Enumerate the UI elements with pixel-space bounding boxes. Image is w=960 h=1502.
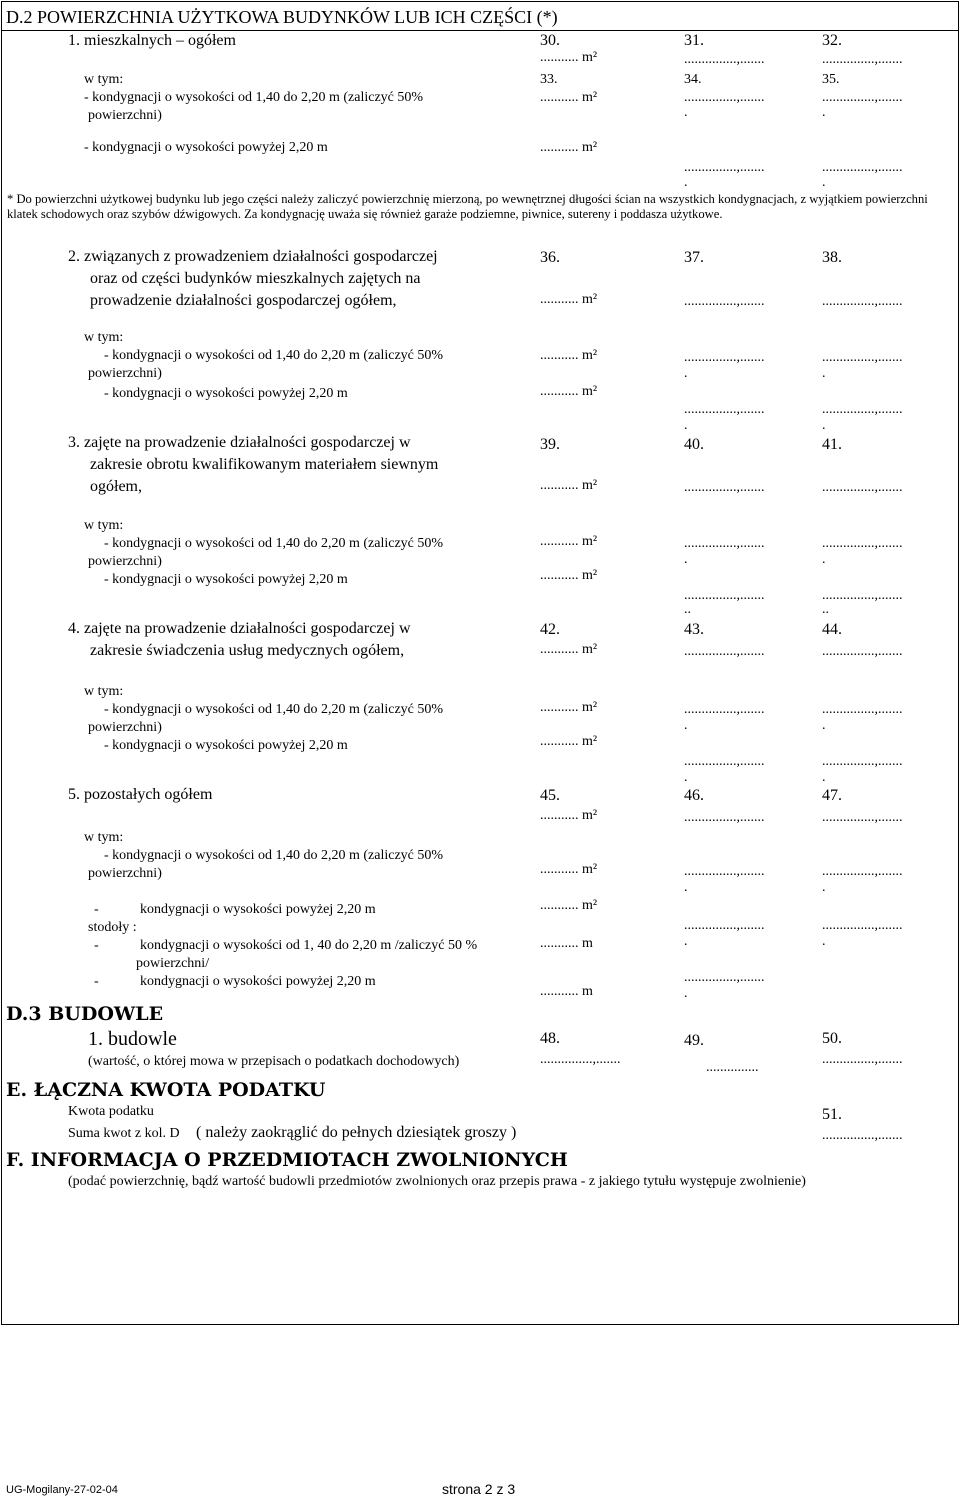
item-1-sub2: - kondygnacji o wysokości powyżej 2,20 m [84, 140, 328, 155]
item-2-line3: prowadzenie działalności gospodarczej ogółem, [90, 292, 397, 309]
section-title-e: E. ŁĄCZNA KWOTA PODATKU [6, 1079, 326, 1101]
field-30-value[interactable]: ........... m² [540, 50, 598, 65]
item-3-r1[interactable]: ........... m² [540, 534, 598, 549]
field-33-value[interactable]: ........... m² [540, 90, 598, 105]
item-5-sub1b: powierzchni) [88, 866, 162, 881]
item-1-wtym: w tym: [84, 72, 124, 87]
item-2-r1[interactable]: ........... m² [540, 348, 598, 363]
item-5-sub2-dash: - [94, 902, 99, 917]
item-5-st2: kondygnacji o wysokości powyżej 2,20 m [140, 974, 376, 989]
item-2-c3d: . [822, 418, 826, 433]
item-5-c2d: . [684, 934, 688, 949]
item-1-sub1b: powierzchni) [88, 108, 162, 123]
item-5-st1b: powierzchni/ [136, 956, 210, 971]
field-38-value[interactable]: ...............,....... [822, 294, 903, 309]
field-34-dot: . [684, 105, 688, 120]
field-35-value[interactable]: ...............,....... [822, 90, 903, 105]
section-title-d2: D.2 POWIERZCHNIA UŻYTKOWA BUDYNKÓW LUB ICH CZĘŚCI (*) [6, 7, 558, 27]
field-51-value[interactable]: ...............,....... [822, 1128, 903, 1143]
item-1-title: 1. mieszkalnych – ogółem [68, 32, 236, 49]
item-5-sub1: - kondygnacji o wysokości od 1,40 do 2,20 m (zaliczyć 50% [104, 848, 444, 863]
footer-page: strona 2 z 3 [442, 1481, 516, 1497]
item-5-st1-dash: - [94, 938, 99, 953]
item-1-sub2-value[interactable]: ........... m² [540, 140, 598, 155]
field-43-value[interactable]: ...............,....... [684, 644, 765, 659]
section-title-d3: D.3 BUDOWLE [6, 1003, 164, 1025]
field-37-value[interactable]: ...............,....... [684, 294, 765, 309]
item-2-wtym: w tym: [84, 330, 124, 345]
field-39-value[interactable]: ........... m² [540, 478, 598, 493]
field-45-label: 45. [540, 787, 560, 804]
budowle-item: 1. budowle [88, 1028, 177, 1050]
item-3-r2[interactable]: ........... m² [540, 568, 598, 583]
item-5-st1: kondygnacji o wysokości od 1, 40 do 2,20 m /zaliczyć 50 % [140, 938, 478, 953]
field-40-label: 40. [684, 436, 704, 453]
field-47-value[interactable]: ...............,....... [822, 810, 903, 825]
field-33-label: 33. [540, 72, 558, 87]
field-31-label: 31. [684, 32, 704, 49]
item-5-r1[interactable]: ........... m² [540, 862, 598, 877]
field-49-label: 49. [684, 1032, 704, 1049]
item-4-sub2: - kondygnacji o wysokości powyżej 2,20 m [104, 738, 348, 753]
item-4-line1: 4. zajęte na prowadzenie działalności gospodarczej w [68, 620, 411, 637]
field-32-label: 32. [822, 32, 842, 49]
item-4-c3b: . [822, 718, 826, 733]
item-4-c2d: . [684, 770, 688, 785]
item-2-c3b: . [822, 366, 826, 381]
item-2-line1: 2. związanych z prowadzeniem działalności gospodarczej [68, 248, 438, 265]
item-5-c2f: . [684, 986, 688, 1001]
item-3-sub1: - kondygnacji o wysokości od 1,40 do 2,20 m (zaliczyć 50% [104, 536, 444, 551]
field-42-value[interactable]: ........... m² [540, 642, 598, 657]
field-38-label: 38. [822, 249, 842, 266]
item-2-sub2: - kondygnacji o wysokości powyżej 2,20 m [104, 386, 348, 401]
item-2-c2a[interactable]: ...............,....... [684, 350, 765, 365]
suma-note: ( należy zaokrąglić do pełnych dziesiątek groszy ) [196, 1124, 517, 1141]
field-50-label: 50. [822, 1030, 842, 1047]
field-39-label: 39. [540, 436, 560, 453]
item-3-c2c[interactable]: ...............,....... [684, 588, 765, 603]
footer-code: UG-Mogilany-27-02-04 [6, 1484, 118, 1496]
item-2-c3a[interactable]: ...............,....... [822, 350, 903, 365]
field-34-value[interactable]: ...............,....... [684, 90, 765, 105]
field-43-label: 43. [684, 621, 704, 638]
item-5-r2[interactable]: ........... m² [540, 898, 598, 913]
footnote: * Do powierzchni użytkowej budynku lub jego części należy zaliczyć powierzchnię mierzoną, po wewnętrznej długości ścian na wszystkich kondygnacjach, z wyjątkiem powierzchni klatek schodowych oraz szybów dźwigowych. Za kondygnację uważa się również garaże podziemne, piwnice, sutereny i poddasza użytkowe. [7, 192, 928, 222]
item-5-c2b: . [684, 880, 688, 895]
item-5-st2-dash: - [94, 974, 99, 989]
item-3-wtym: w tym: [84, 518, 124, 533]
item-5-title: 5. pozostałych ogółem [68, 786, 213, 803]
kwota-label: Kwota podatku [68, 1104, 154, 1119]
item-5-r3[interactable]: ........... m [540, 936, 593, 951]
item-5-stodoly: stodoły : [88, 920, 137, 935]
field-40-value[interactable]: ...............,....... [684, 480, 765, 495]
item-2-c3c[interactable]: ...............,....... [822, 402, 903, 417]
item-4-line2: zakresie świadczenia usług medycznych ogółem, [90, 642, 405, 659]
item-4-wtym: w tym: [84, 684, 124, 699]
field-31-value[interactable]: ...............,....... [684, 52, 765, 67]
field-36-value[interactable]: ........... m² [540, 292, 598, 307]
item-3-c3c[interactable]: ...............,....... [822, 588, 903, 603]
item-4-sub1: - kondygnacji o wysokości od 1,40 do 2,20 m (zaliczyć 50% [104, 702, 444, 717]
field-46-label: 46. [684, 787, 704, 804]
item-2-line2: oraz od części budynków mieszkalnych zajętych na [90, 270, 421, 287]
item-4-r1[interactable]: ........... m² [540, 700, 598, 715]
field-41-label: 41. [822, 436, 842, 453]
item-2-c2c[interactable]: ...............,....... [684, 402, 765, 417]
item-5-wtym: w tym: [84, 830, 124, 845]
section-divider [1, 30, 959, 31]
field-36-label: 36. [540, 249, 560, 266]
item-2-sub1: - kondygnacji o wysokości od 1,40 do 2,20 m (zaliczyć 50% [104, 348, 444, 363]
item-5-c2e[interactable]: ...............,....... [684, 970, 765, 985]
field-44-label: 44. [822, 621, 842, 638]
item-5-c2c[interactable]: ...............,....... [684, 918, 765, 933]
field-34-label: 34. [684, 72, 702, 87]
item-4-c2c[interactable]: ...............,....... [684, 754, 765, 769]
item-2-c2b: . [684, 366, 688, 381]
field-45-value[interactable]: ........... m² [540, 808, 598, 823]
section-title-f: F. INFORMACJA O PRZEDMIOTACH ZWOLNIONYCH [6, 1149, 568, 1171]
field-41-value[interactable]: ...............,....... [822, 480, 903, 495]
f-subtitle: (podać powierzchnię, bądź wartość budowli przedmiotów zwolnionych oraz przepis prawa - z jakiego tytułu występuje zwolnienie) [68, 1174, 806, 1189]
item-2-sub1b: powierzchni) [88, 366, 162, 381]
item-1-sub2-col2[interactable]: ...............,....... [684, 160, 765, 175]
field-32-value[interactable]: ...............,....... [822, 52, 903, 67]
item-3-line2: zakresie obrotu kwalifikowanym materiałem siewnym [90, 456, 439, 473]
field-44-value[interactable]: ...............,....... [822, 644, 903, 659]
item-5-c3b: . [822, 880, 826, 895]
suma-label: Suma kwot z kol. D [68, 1126, 180, 1141]
field-42-label: 42. [540, 621, 560, 638]
field-35-label: 35. [822, 72, 840, 87]
item-3-line3: ogółem, [90, 478, 142, 495]
field-47-label: 47. [822, 787, 842, 804]
item-2-r2[interactable]: ........... m² [540, 384, 598, 399]
field-50-value[interactable]: ...............,....... [822, 1052, 903, 1067]
item-5-c3d: . [822, 934, 826, 949]
item-5-c3c[interactable]: ...............,....... [822, 918, 903, 933]
item-1-sub2-col2-dot: . [684, 175, 688, 190]
item-1-sub2-col3-dot: . [822, 175, 826, 190]
item-4-c2b: . [684, 718, 688, 733]
budowle-sub: (wartość, o której mowa w przepisach o podatkach dochodowych) [88, 1054, 460, 1069]
item-5-sub2: kondygnacji o wysokości powyżej 2,20 m [140, 902, 376, 917]
item-4-c3d: . [822, 770, 826, 785]
item-1-sub1: - kondygnacji o wysokości od 1,40 do 2,20 m (zaliczyć 50% [84, 90, 424, 105]
field-37-label: 37. [684, 249, 704, 266]
field-46-value[interactable]: ...............,....... [684, 810, 765, 825]
field-49-value[interactable]: ............... [706, 1060, 759, 1075]
field-30-label: 30. [540, 32, 560, 49]
item-2-c2d: . [684, 418, 688, 433]
item-3-c2b: . [684, 552, 688, 567]
item-3-c2d: .. [684, 602, 691, 617]
item-5-c2a[interactable]: ...............,....... [684, 864, 765, 879]
item-3-sub1b: powierzchni) [88, 554, 162, 569]
field-48-label: 48. [540, 1030, 560, 1047]
item-3-c3a[interactable]: ...............,....... [822, 536, 903, 551]
item-4-r2[interactable]: ........... m² [540, 734, 598, 749]
item-3-c3d: .. [822, 602, 829, 617]
field-35-dot: . [822, 105, 826, 120]
item-3-c3b: . [822, 552, 826, 567]
item-4-sub1b: powierzchni) [88, 720, 162, 735]
item-1-sub2-col3[interactable]: ...............,....... [822, 160, 903, 175]
item-3-line1: 3. zajęte na prowadzenie działalności gospodarczej w [68, 434, 411, 451]
item-4-c3c[interactable]: ...............,....... [822, 754, 903, 769]
item-5-r4[interactable]: ........... m [540, 984, 593, 999]
item-3-c2a[interactable]: ...............,....... [684, 536, 765, 551]
item-4-c3a[interactable]: ...............,....... [822, 702, 903, 717]
item-3-sub2: - kondygnacji o wysokości powyżej 2,20 m [104, 572, 348, 587]
field-48-value[interactable]: ...............,....... [540, 1052, 621, 1067]
item-5-c3a[interactable]: ...............,....... [822, 864, 903, 879]
field-51-label: 51. [822, 1106, 842, 1123]
item-4-c2a[interactable]: ...............,....... [684, 702, 765, 717]
